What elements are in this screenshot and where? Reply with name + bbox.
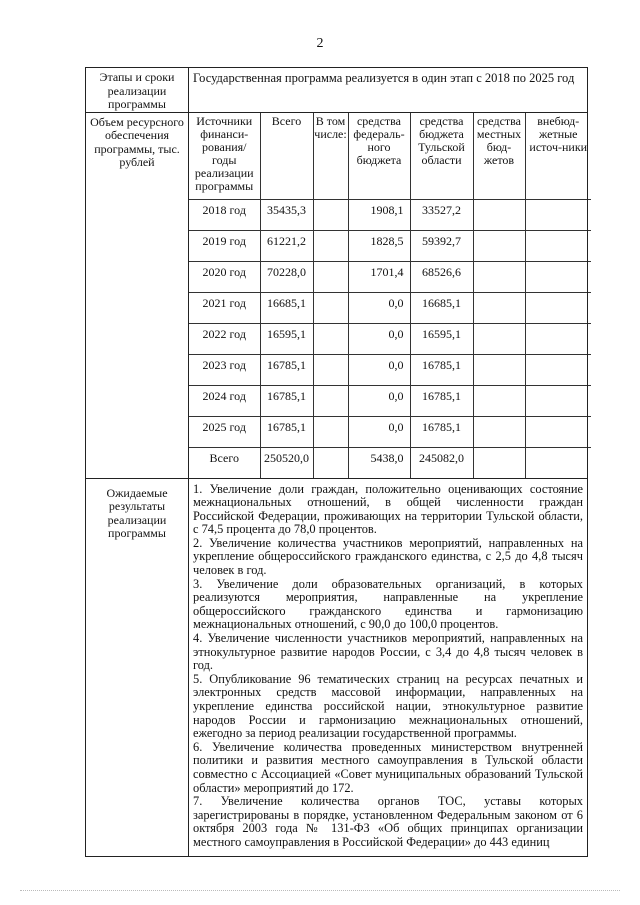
including-cell xyxy=(313,199,348,230)
program-passport-table xyxy=(85,67,588,857)
result-item: 7. Увеличение количества органов ТОС, уставы которых зарегистрированы в порядке, установленном Федеральным законом от 6 октября 2003 года № 131-ФЗ «Об общих принципах организации местного самоуправления в Российской Федерации» до 443 единиц xyxy=(193,794,583,849)
year-cell: 2018 год xyxy=(189,199,260,230)
funding-table xyxy=(189,113,591,478)
total-cell: 16595,1 xyxy=(260,323,313,354)
regional-cell: 16595,1 xyxy=(410,323,473,354)
resources-cell xyxy=(189,112,588,478)
stages-label: Этапы и сроки реализации программы xyxy=(86,68,189,113)
funding-total-row xyxy=(189,447,591,478)
regional-cell: 245082,0 xyxy=(410,447,473,478)
result-item: 5. Опубликование 96 тематических страниц на ресурсах печатных и электронных средств массовой информации, направленных на укрепление единства российской нации, этнокультурное развитие народов России и гармонизацию межнациональных отношений, ежегодно за период реализации государственной программы. xyxy=(193,671,583,741)
including-cell xyxy=(313,416,348,447)
funding-row xyxy=(189,292,591,323)
year-cell: 2021 год xyxy=(189,292,260,323)
local-cell xyxy=(473,447,525,478)
extrabudget-cell xyxy=(525,323,591,354)
federal-cell: 0,0 xyxy=(348,416,410,447)
header-federal: средства федераль-ного бюджета xyxy=(348,113,410,200)
results-label: Ожидаемые результаты реализации программы xyxy=(86,478,189,856)
including-cell xyxy=(313,292,348,323)
year-cell: 2024 год xyxy=(189,385,260,416)
including-cell xyxy=(313,323,348,354)
federal-cell: 0,0 xyxy=(348,323,410,354)
total-cell: 16785,1 xyxy=(260,354,313,385)
result-item: 3. Увеличение доли образовательных организаций, в которых реализуются мероприятия, направленные на укрепление общероссийского гражданского единства и гармонизацию межнациональных отношений, с 90,0 до 100,0 процентов. xyxy=(193,576,583,632)
including-cell xyxy=(313,447,348,478)
local-cell xyxy=(473,230,525,261)
year-cell: 2022 год xyxy=(189,323,260,354)
local-cell xyxy=(473,323,525,354)
total-cell: 35435,3 xyxy=(260,199,313,230)
extrabudget-cell xyxy=(525,199,591,230)
total-cell: 70228,0 xyxy=(260,261,313,292)
including-cell xyxy=(313,354,348,385)
local-cell xyxy=(473,261,525,292)
header-sources: Источники финанси-рования/ годы реализации программы xyxy=(189,113,260,200)
local-cell xyxy=(473,416,525,447)
regional-cell: 16785,1 xyxy=(410,416,473,447)
federal-cell: 5438,0 xyxy=(348,447,410,478)
extrabudget-cell xyxy=(525,230,591,261)
extrabudget-cell xyxy=(525,385,591,416)
header-total: Всего xyxy=(260,113,313,200)
regional-cell: 59392,7 xyxy=(410,230,473,261)
including-cell xyxy=(313,230,348,261)
total-cell: 16685,1 xyxy=(260,292,313,323)
federal-cell: 0,0 xyxy=(348,385,410,416)
funding-header-row xyxy=(189,113,591,200)
local-cell xyxy=(473,354,525,385)
funding-row xyxy=(189,230,591,261)
result-item: 1. Увеличение доли граждан, положительно оценивающих состояние межнациональных отношений, в общей численности граждан Российской Федерации, проживающих на территории Тульской области, с 74,5 процента до 78,0 процентов. xyxy=(193,481,583,537)
page-number: 2 xyxy=(316,36,324,51)
resources-row xyxy=(86,112,588,478)
extrabudget-cell xyxy=(525,354,591,385)
regional-cell: 16785,1 xyxy=(410,354,473,385)
total-cell: 16785,1 xyxy=(260,385,313,416)
extrabudget-cell xyxy=(525,261,591,292)
header-extrabudget: внебюд-жетные источ-ники xyxy=(525,113,591,200)
year-cell: 2019 год xyxy=(189,230,260,261)
scan-artifact-divider xyxy=(20,888,620,891)
regional-cell: 16685,1 xyxy=(410,292,473,323)
funding-row xyxy=(189,385,591,416)
federal-cell: 1701,4 xyxy=(348,261,410,292)
local-cell xyxy=(473,385,525,416)
regional-cell: 68526,6 xyxy=(410,261,473,292)
total-cell: 61221,2 xyxy=(260,230,313,261)
local-cell xyxy=(473,199,525,230)
total-cell: 250520,0 xyxy=(260,447,313,478)
year-cell: 2025 год xyxy=(189,416,260,447)
local-cell xyxy=(473,292,525,323)
funding-row xyxy=(189,323,591,354)
federal-cell: 1908,1 xyxy=(348,199,410,230)
stages-value: Государственная программа реализуется в один этап с 2018 по 2025 год xyxy=(189,68,588,113)
extrabudget-cell xyxy=(525,416,591,447)
funding-row xyxy=(189,354,591,385)
extrabudget-cell xyxy=(525,447,591,478)
federal-cell: 0,0 xyxy=(348,354,410,385)
result-item: 2. Увеличение количества участников мероприятий, направленных на укрепление общероссийского гражданского единства, с 2,5 до 4,8 тысяч человек в год. xyxy=(193,535,583,578)
result-item: 6. Увеличение количества проведенных министерством внутренней политики и развития местного самоуправления в Тульской области совместно с Ассоциацией «Совет муниципальных образований Тульской области» мероприятий до 172. xyxy=(193,739,583,795)
header-local: средства местных бюд-жетов xyxy=(473,113,525,200)
including-cell xyxy=(313,261,348,292)
header-including: В том числе: xyxy=(313,113,348,200)
result-item: 4. Увеличение численности участников мероприятий, направленных на этнокультурное развитие народов России, с 3,4 до 4,8 тысяч человек в год. xyxy=(193,631,583,673)
resources-label: Объем ресурсного обеспечения программы, тыс. рублей xyxy=(86,112,189,478)
year-cell: 2023 год xyxy=(189,354,260,385)
results-cell xyxy=(189,478,588,856)
federal-cell: 0,0 xyxy=(348,292,410,323)
extrabudget-cell xyxy=(525,292,591,323)
results-row xyxy=(86,478,588,856)
funding-row xyxy=(189,199,591,230)
federal-cell: 1828,5 xyxy=(348,230,410,261)
header-regional: средства бюджета Тульской области xyxy=(410,113,473,200)
year-cell: Всего xyxy=(189,447,260,478)
regional-cell: 33527,2 xyxy=(410,199,473,230)
regional-cell: 16785,1 xyxy=(410,385,473,416)
funding-row xyxy=(189,261,591,292)
stages-row xyxy=(86,68,588,113)
including-cell xyxy=(313,385,348,416)
total-cell: 16785,1 xyxy=(260,416,313,447)
year-cell: 2020 год xyxy=(189,261,260,292)
funding-row xyxy=(189,416,591,447)
